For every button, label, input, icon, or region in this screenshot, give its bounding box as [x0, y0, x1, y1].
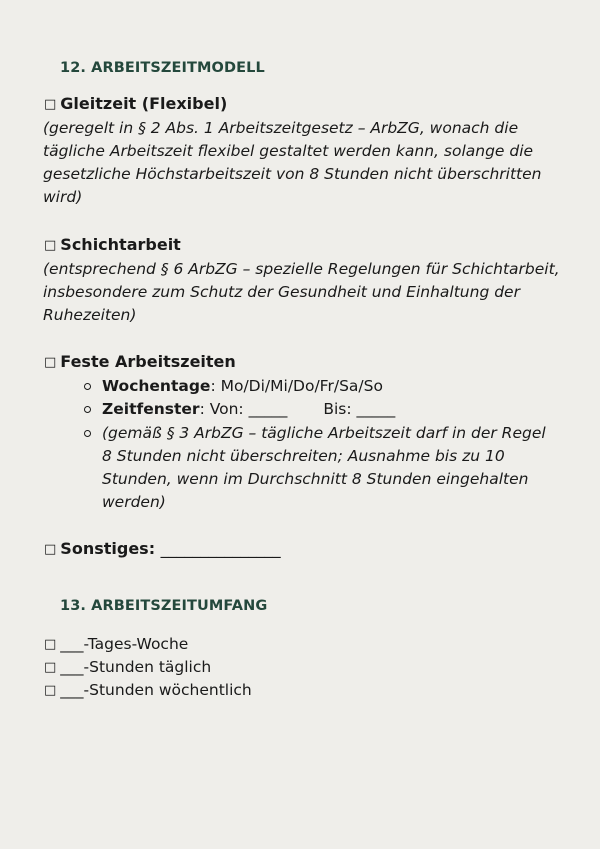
- list-item-arbzg-note: [84, 422, 554, 514]
- checkbox-schichtarbeit[interactable]: □: [44, 238, 57, 253]
- checkbox-sonstiges[interactable]: □: [44, 542, 57, 557]
- section-heading-arbeitszeitmodell: 12. ARBEITSZEITMODELL: [60, 60, 265, 76]
- checkbox-feste-arbeitszeiten[interactable]: □: [44, 355, 57, 370]
- checkbox-stunden-taeglich[interactable]: □: [44, 660, 57, 675]
- blank-field[interactable]: ___: [60, 635, 84, 653]
- option-label: -Stunden täglich: [83, 658, 212, 676]
- blank-field[interactable]: ___: [60, 658, 84, 676]
- arbzg-note-text: (gemäß § 3 ArbZG – tägliche Arbeitszeit darf in der Regel 8 Stunden nicht überschreiten; Ausnahme bis zu 10 Stunden, wenn im Durchschnitt 8 Stunden eingehalten werden): [102, 424, 546, 511]
- option-label: -Stunden wöchentlich: [83, 681, 252, 699]
- wochentage-value[interactable]: : Mo/Di/Mi/Do/Fr/Sa/So: [210, 377, 383, 395]
- list-item-wochentage: [84, 375, 554, 398]
- bullet-circle-icon: [84, 430, 91, 437]
- option-feste-arbeitszeiten[interactable]: [44, 352, 236, 371]
- wochentage-label: Wochentage: [102, 377, 211, 395]
- bullet-circle-icon: [84, 406, 91, 413]
- option-sonstiges-title: Sonstiges:: [60, 539, 156, 558]
- option-stunden-woechentlich[interactable]: [44, 679, 252, 703]
- option-gleitzeit[interactable]: [44, 94, 227, 113]
- section-heading-arbeitszeitumfang: 13. ARBEITSZEITUMFANG: [60, 598, 268, 614]
- zeitfenster-bis-field[interactable]: Bis: _____: [323, 400, 396, 418]
- option-gleitzeit-description: (geregelt in § 2 Abs. 1 Arbeitszeitgesetz – ArbZG, wonach die tägliche Arbeitszeit flexibel gestaltet werden kann, solange die gesetzliche Höchstarbeitszeit von 8 Stunden nicht überschritten wird): [43, 119, 542, 206]
- blank-field[interactable]: ___: [60, 681, 84, 699]
- option-tages-woche[interactable]: [44, 633, 188, 657]
- option-sonstiges[interactable]: [44, 539, 281, 558]
- bullet-circle-icon: [84, 383, 91, 390]
- option-label: -Tages-Woche: [83, 635, 189, 653]
- list-item-zeitfenster: [84, 398, 554, 421]
- sonstiges-blank-field[interactable]: _______________: [160, 539, 281, 558]
- checkbox-tages-woche[interactable]: □: [44, 637, 57, 652]
- option-gleitzeit-title: Gleitzeit (Flexibel): [60, 94, 228, 113]
- option-feste-arbeitszeiten-title: Feste Arbeitszeiten: [60, 352, 236, 371]
- option-schichtarbeit-description: (entsprechend § 6 ArbZG – spezielle Regelungen für Schichtarbeit, insbesondere zum Schutz der Gesundheit und Einhaltung der Ruhezeiten): [43, 260, 560, 324]
- option-schichtarbeit-title: Schichtarbeit: [60, 235, 181, 254]
- option-stunden-taeglich[interactable]: [44, 656, 211, 680]
- zeitfenster-label: Zeitfenster: [102, 400, 200, 418]
- option-schichtarbeit[interactable]: [44, 235, 181, 254]
- checkbox-stunden-woechentlich[interactable]: □: [44, 683, 57, 698]
- checkbox-gleitzeit[interactable]: □: [44, 97, 57, 112]
- zeitfenster-von-field[interactable]: : Von: _____: [199, 400, 288, 418]
